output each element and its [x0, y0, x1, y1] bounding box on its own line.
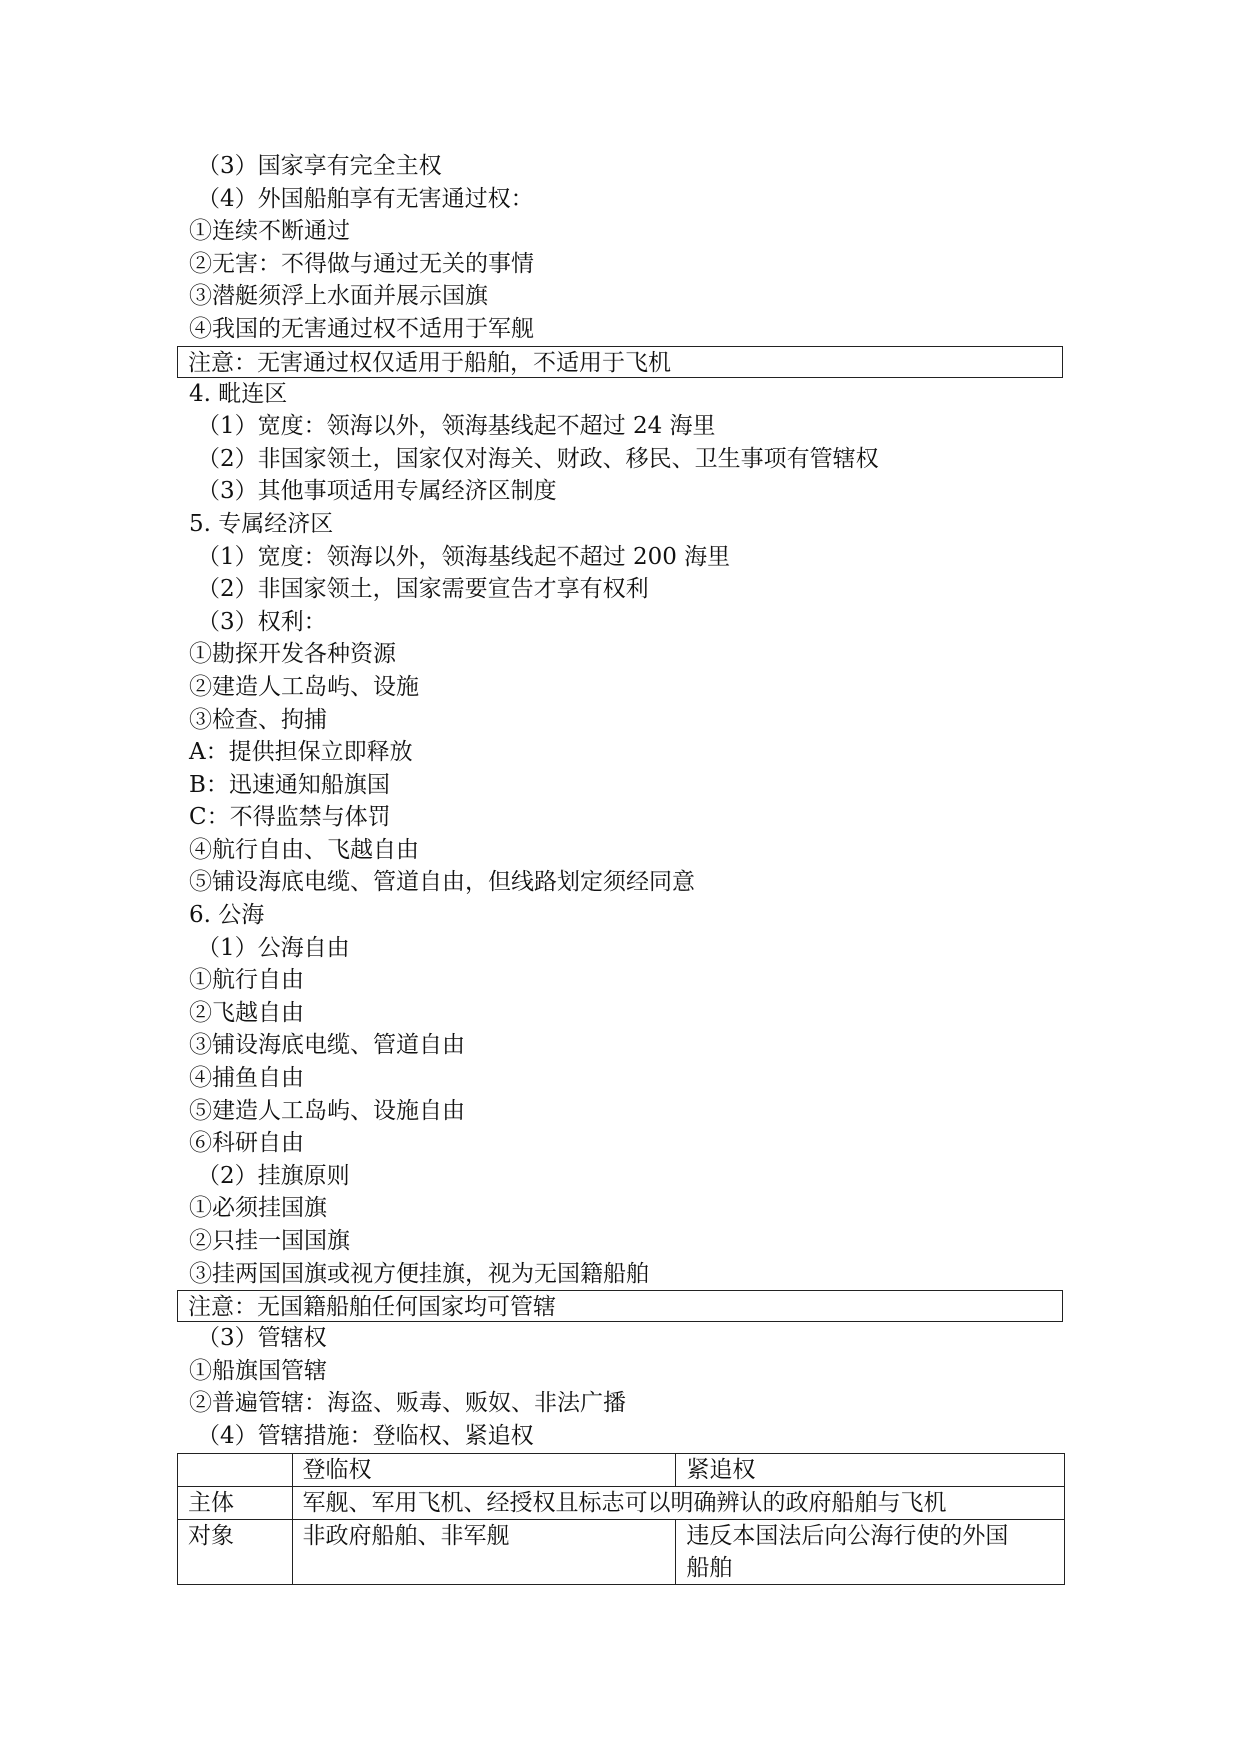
text-line: （2）非国家领土，国家仅对海关、财政、移民、卫生事项有管辖权 [197, 445, 879, 472]
table-row-object [178, 1519, 1065, 1584]
text-line: ③潜艇须浮上水面并展示国旗 [189, 283, 488, 310]
jurisdiction-section [189, 1322, 1065, 1452]
text-line: ③铺设海底电缆、管道自由 [189, 1032, 465, 1059]
text-line: （2）非国家领土，国家需要宣告才享有权利 [197, 576, 649, 603]
document-body [189, 150, 1065, 1585]
table-row-label: 对象 [178, 1519, 293, 1584]
text-line: （1）公海自由 [197, 934, 350, 961]
text-line: B：迅速通知船旗国 [189, 771, 390, 798]
text-line: （2）挂旗原则 [197, 1162, 350, 1189]
text-line: 5. 专属经济区 [189, 510, 334, 537]
text-line: （3）国家享有完全主权 [197, 153, 442, 179]
table-row-label: 主体 [178, 1486, 293, 1519]
text-line: ②只挂一国国旗 [189, 1228, 350, 1254]
text-line: ③挂两国国旗或视方便挂旗，视为无国籍船舶 [189, 1260, 649, 1287]
text-line: ①连续不断通过 [189, 218, 350, 245]
text-line: （1）宽度：领海以外，领海基线起不超过 200 海里 [197, 543, 731, 570]
table-cell-line: 船舶 [686, 1554, 733, 1581]
text-line: （4）外国船舶享有无害通过权： [197, 185, 534, 212]
text-line: ④航行自由、飞越自由 [189, 836, 419, 863]
text-line: ⑤建造人工岛屿、设施自由 [189, 1097, 465, 1124]
text-line: （3）其他事项适用专属经济区制度 [197, 478, 557, 505]
text-line: ⑥科研自由 [189, 1130, 304, 1157]
table-header-row [178, 1453, 1065, 1486]
text-line: ①必须挂国旗 [189, 1195, 327, 1222]
text-line: ②建造人工岛屿、设施 [189, 673, 419, 700]
table-cell: 非政府船舶、非军舰 [292, 1519, 676, 1584]
jurisdiction-measures-table [177, 1453, 1065, 1585]
text-line: （1）宽度：领海以外，领海基线起不超过 24 海里 [197, 413, 716, 440]
table-row-subject [178, 1486, 1065, 1519]
text-line: 4. 毗连区 [189, 380, 288, 407]
table-cell-merged: 军舰、军用飞机、经授权且标志可以明确辨认的政府船舶与飞机 [292, 1486, 1064, 1519]
text-line: ②无害：不得做与通过无关的事情 [189, 250, 534, 277]
text-line: C：不得监禁与体罚 [189, 804, 391, 831]
text-line: A：提供担保立即释放 [189, 739, 413, 766]
text-line: 6. 公海 [189, 902, 265, 929]
note-innocent-passage: 注意：无害通过权仅适用于船舶，不适用于飞机 [177, 346, 1063, 378]
table-cell-line: 违反本国法后向公海行使的外国 [686, 1522, 1009, 1549]
text-line: ④我国的无害通过权不适用于军舰 [189, 315, 534, 342]
table-header-cell: 登临权 [292, 1453, 676, 1486]
note-stateless-vessels: 注意：无国籍船舶任何国家均可管辖 [177, 1290, 1063, 1322]
text-line: ⑤铺设海底电缆、管道自由，但线路划定须经同意 [189, 869, 695, 896]
territorial-sea-section [189, 150, 1065, 346]
zones-section [189, 378, 1065, 1291]
text-line: ②普遍管辖：海盗、贩毒、贩奴、非法广播 [189, 1390, 626, 1417]
text-line: ④捕鱼自由 [189, 1065, 304, 1092]
text-line: ①船旗国管辖 [189, 1357, 327, 1384]
text-line: ②飞越自由 [189, 999, 304, 1026]
table-header-cell [178, 1453, 293, 1486]
text-line: ①航行自由 [189, 967, 304, 994]
text-line: （3）管辖权 [197, 1325, 327, 1352]
text-line: （4）管辖措施：登临权、紧追权 [197, 1422, 534, 1449]
text-line: （3）权利： [197, 608, 327, 635]
table-header-cell: 紧追权 [676, 1453, 1065, 1486]
text-line: ③检查、拘捕 [189, 706, 327, 733]
table-cell [676, 1519, 1065, 1584]
text-line: ①勘探开发各种资源 [189, 641, 396, 668]
